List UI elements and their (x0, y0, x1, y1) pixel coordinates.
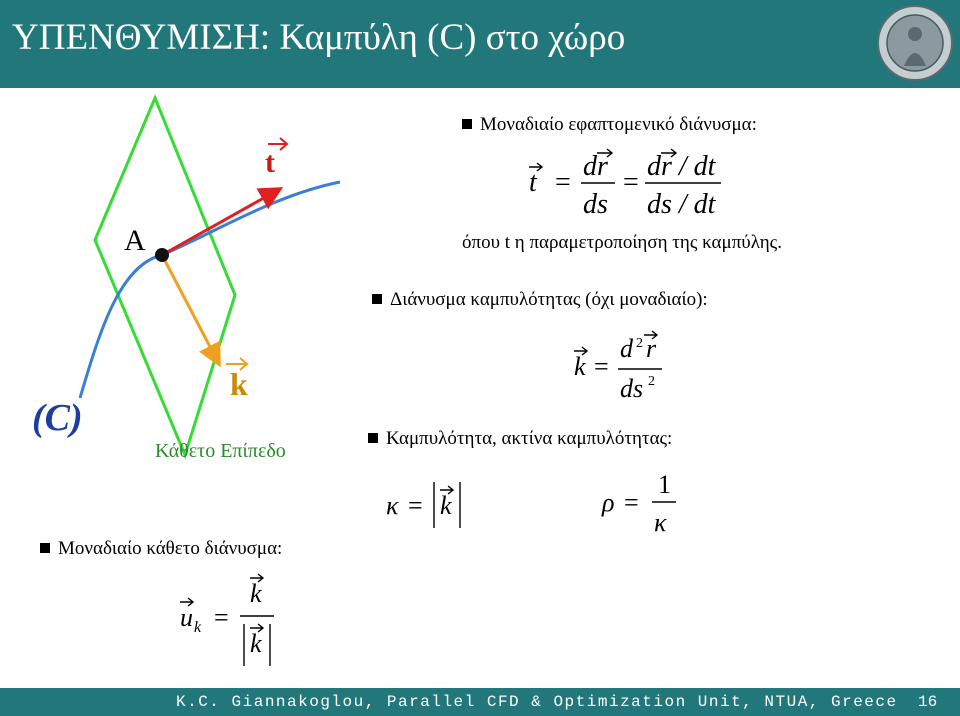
svg-text:κ: κ (386, 491, 399, 520)
svg-text:d: d (620, 334, 633, 363)
svg-text:ρ: ρ (602, 488, 615, 517)
page-number: 16 (918, 693, 938, 711)
unit-normal-equation (178, 572, 288, 672)
curvature-radius-text: Καμπυλότητα, ακτίνα καμπυλότητας: (386, 428, 673, 449)
ntua-seal-icon (876, 4, 954, 82)
bullet-icon (372, 294, 382, 304)
svg-text:dr / dt: dr / dt (647, 151, 716, 182)
normal-plane (95, 98, 235, 455)
svg-text:=: = (214, 603, 229, 632)
svg-text:k: k (250, 629, 262, 658)
kappa-equation (384, 470, 484, 535)
svg-text:=: = (555, 167, 571, 198)
svg-text:=: = (408, 491, 423, 520)
bullet-unit-tangent (462, 114, 757, 136)
footer-text: K.C. Giannakoglou, Parallel CFD & Optimization Unit, NTUA, Greece (176, 693, 898, 711)
unit-tangent-text: Μοναδιαίο εφαπτομενικό διάνυσμα: (480, 114, 757, 135)
svg-text:2: 2 (648, 374, 655, 389)
svg-text:ds / dt: ds / dt (647, 189, 716, 220)
bullet-icon (462, 119, 472, 129)
svg-text:r: r (646, 334, 657, 363)
bullet-icon (368, 433, 378, 443)
point-a (155, 248, 169, 262)
svg-text:k: k (250, 579, 262, 608)
curve-label: (C) (32, 397, 83, 439)
svg-text:2: 2 (636, 336, 643, 351)
plane-label: Κάθετο Επίπεδο (155, 440, 286, 462)
svg-text:κ: κ (654, 508, 667, 537)
curvature-vector-text: Διάνυσμα καμπυλότητας (όχι μοναδιαίο): (390, 289, 708, 310)
svg-text:=: = (623, 167, 639, 198)
svg-text:t: t (529, 167, 537, 198)
bullet-curvature-vector (372, 289, 708, 311)
svg-text:k: k (440, 491, 452, 520)
svg-text:1: 1 (658, 470, 671, 499)
curvature-vector (162, 255, 218, 362)
unit-normal-text: Μοναδιαίο κάθετο διάνυσμα: (58, 538, 283, 559)
tangent-vector (162, 190, 278, 255)
svg-text:ds: ds (620, 374, 644, 403)
bullet-unit-normal (40, 538, 282, 560)
rho-equation (600, 465, 690, 540)
svg-text:k: k (194, 619, 202, 636)
tangent-equation (525, 145, 730, 225)
point-a-label: A (124, 224, 146, 257)
tangent-label: t (265, 146, 275, 179)
curve-c (80, 182, 340, 398)
svg-text:k: k (574, 352, 586, 381)
svg-text:=: = (594, 352, 609, 381)
curvature-vector-equation (570, 325, 670, 403)
bullet-icon (40, 543, 50, 553)
svg-text:u: u (180, 603, 193, 632)
svg-text:=: = (624, 488, 639, 517)
slide-title: ΥΠΕΝΘΥΜΙΣΗ: Καμπύλη (C) στο χώρο (12, 17, 626, 58)
bullet-curvature-radius (368, 428, 672, 450)
svg-text:dr: dr (583, 151, 608, 182)
curvature-label: k (230, 366, 248, 402)
svg-text:ds: ds (583, 189, 608, 220)
param-note: όπου t η παραμετροποίηση της καμπύλης. (462, 232, 782, 253)
